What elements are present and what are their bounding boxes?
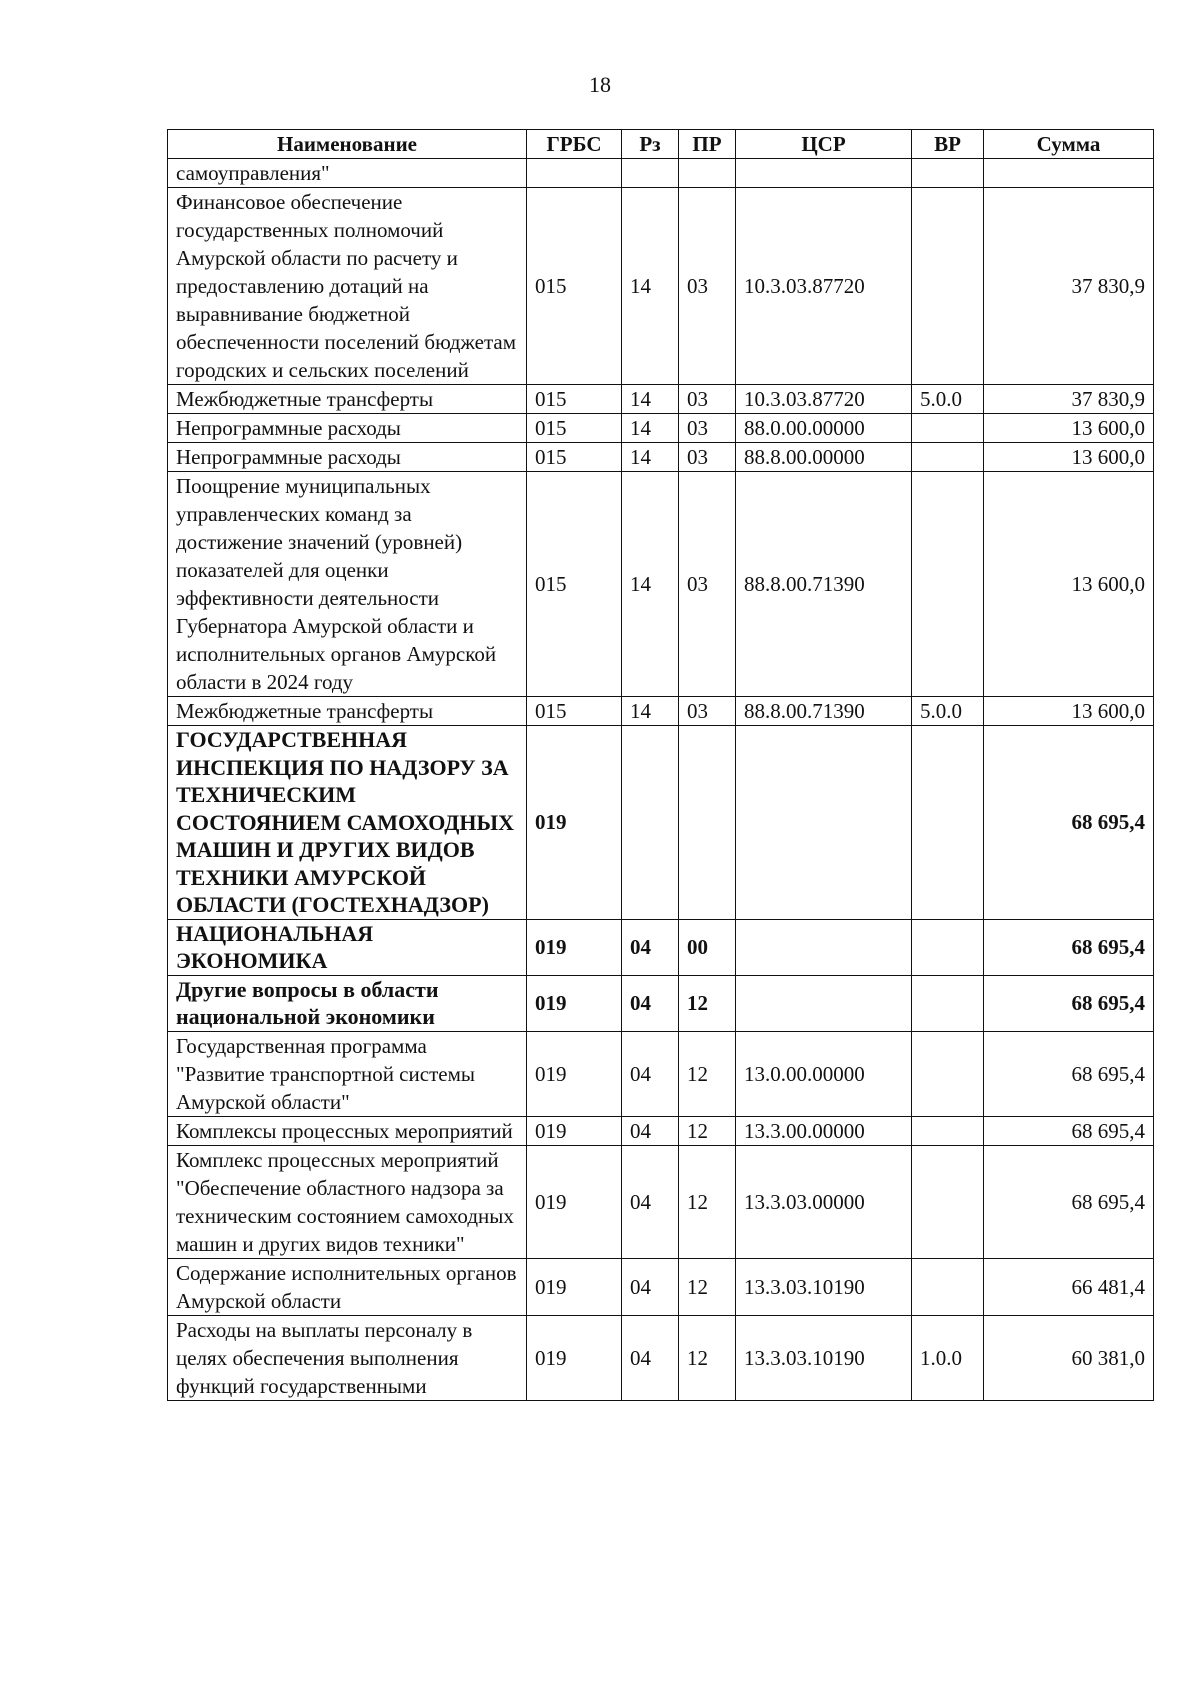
row-pr: 12	[679, 1116, 736, 1145]
header-grbs: ГРБС	[527, 130, 622, 159]
row-name: НАЦИОНАЛЬНАЯ ЭКОНОМИКА	[168, 919, 527, 975]
row-rz: 04	[622, 1258, 679, 1315]
row-csr: 88.8.00.71390	[736, 697, 912, 726]
row-rz: 04	[622, 1145, 679, 1258]
row-grbs: 019	[527, 1116, 622, 1145]
row-sum: 13 600,0	[984, 697, 1154, 726]
row-grbs: 015	[527, 697, 622, 726]
row-csr	[736, 726, 912, 920]
row-vr	[912, 1145, 984, 1258]
page-number: 18	[589, 72, 611, 97]
row-pr: 03	[679, 472, 736, 697]
row-grbs: 019	[527, 726, 622, 920]
row-name: Финансовое обеспечение государственных полномочий Амурской области по расчету и предоставлению дотаций на выравнивание бюджетной обеспеченности поселений бюджетам городских и сельских поселений	[168, 188, 527, 385]
table-row	[168, 1145, 1154, 1258]
table-row	[168, 188, 1154, 385]
row-vr	[912, 159, 984, 188]
header-sum: Сумма	[984, 130, 1154, 159]
row-vr	[912, 472, 984, 697]
row-sum: 13 600,0	[984, 443, 1154, 472]
table-row	[168, 385, 1154, 414]
row-grbs: 015	[527, 385, 622, 414]
row-vr	[912, 188, 984, 385]
row-name: Межбюджетные трансферты	[168, 385, 527, 414]
row-grbs: 019	[527, 1031, 622, 1116]
row-rz: 14	[622, 697, 679, 726]
row-name: Комплекс процессных мероприятий "Обеспечение областного надзора за техническим состоянием самоходных машин и других видов техники"	[168, 1145, 527, 1258]
table-row	[168, 472, 1154, 697]
table-row	[168, 1116, 1154, 1145]
table-row	[168, 414, 1154, 443]
row-pr	[679, 159, 736, 188]
table-row	[168, 1315, 1154, 1400]
row-vr	[912, 726, 984, 920]
row-name: Комплексы процессных мероприятий	[168, 1116, 527, 1145]
row-sum: 13 600,0	[984, 414, 1154, 443]
row-csr: 10.3.03.87720	[736, 385, 912, 414]
header-rz: Рз	[622, 130, 679, 159]
row-csr: 88.0.00.00000	[736, 414, 912, 443]
row-rz: 14	[622, 443, 679, 472]
row-sum: 37 830,9	[984, 385, 1154, 414]
table-row	[168, 1258, 1154, 1315]
row-csr: 13.3.00.00000	[736, 1116, 912, 1145]
row-name: Содержание исполнительных органов Амурской области	[168, 1258, 527, 1315]
row-sum: 68 695,4	[984, 726, 1154, 920]
row-name: Расходы на выплаты персоналу в целях обеспечения выполнения функций государственными	[168, 1315, 527, 1400]
row-rz: 04	[622, 1315, 679, 1400]
row-sum: 66 481,4	[984, 1258, 1154, 1315]
row-csr	[736, 975, 912, 1031]
row-pr: 03	[679, 188, 736, 385]
row-name: Непрограммные расходы	[168, 443, 527, 472]
row-rz: 14	[622, 188, 679, 385]
row-rz: 04	[622, 919, 679, 975]
budget-table	[167, 129, 1154, 1401]
row-name: Непрограммные расходы	[168, 414, 527, 443]
table-row	[168, 697, 1154, 726]
row-rz	[622, 726, 679, 920]
row-pr: 12	[679, 1315, 736, 1400]
row-vr: 1.0.0	[912, 1315, 984, 1400]
header-csr: ЦСР	[736, 130, 912, 159]
table-row	[168, 975, 1154, 1031]
row-rz: 14	[622, 414, 679, 443]
row-csr: 88.8.00.71390	[736, 472, 912, 697]
row-pr: 03	[679, 697, 736, 726]
row-vr: 5.0.0	[912, 385, 984, 414]
row-csr	[736, 919, 912, 975]
row-pr: 03	[679, 385, 736, 414]
row-sum: 68 695,4	[984, 1031, 1154, 1116]
row-rz: 14	[622, 472, 679, 697]
row-csr: 10.3.03.87720	[736, 188, 912, 385]
row-pr: 00	[679, 919, 736, 975]
row-pr: 12	[679, 975, 736, 1031]
row-csr	[736, 159, 912, 188]
row-name: Поощрение муниципальных управленческих команд за достижение значений (уровней) показателей для оценки эффективности деятельности Губернатора Амурской области и исполнительных органов Амурской области в 2024 году	[168, 472, 527, 697]
header-pr: ПР	[679, 130, 736, 159]
row-name: Межбюджетные трансферты	[168, 697, 527, 726]
row-grbs: 019	[527, 1258, 622, 1315]
row-grbs: 015	[527, 443, 622, 472]
row-vr	[912, 1116, 984, 1145]
row-sum: 68 695,4	[984, 919, 1154, 975]
table-row	[168, 443, 1154, 472]
row-pr: 03	[679, 414, 736, 443]
table-row	[168, 726, 1154, 920]
row-sum	[984, 159, 1154, 188]
row-sum: 60 381,0	[984, 1315, 1154, 1400]
row-pr	[679, 726, 736, 920]
row-pr: 03	[679, 443, 736, 472]
table-row	[168, 159, 1154, 188]
row-name: самоуправления"	[168, 159, 527, 188]
row-csr: 13.3.03.10190	[736, 1315, 912, 1400]
row-sum: 37 830,9	[984, 188, 1154, 385]
row-vr	[912, 443, 984, 472]
row-pr: 12	[679, 1145, 736, 1258]
row-vr	[912, 414, 984, 443]
row-csr: 13.0.00.00000	[736, 1031, 912, 1116]
table-row	[168, 1031, 1154, 1116]
row-csr: 13.3.03.00000	[736, 1145, 912, 1258]
table-row	[168, 919, 1154, 975]
row-sum: 68 695,4	[984, 1145, 1154, 1258]
row-grbs	[527, 159, 622, 188]
row-pr: 12	[679, 1031, 736, 1116]
header-name: Наименование	[168, 130, 527, 159]
row-vr: 5.0.0	[912, 697, 984, 726]
row-vr	[912, 919, 984, 975]
row-sum: 13 600,0	[984, 472, 1154, 697]
row-rz: 04	[622, 1031, 679, 1116]
row-csr: 88.8.00.00000	[736, 443, 912, 472]
row-rz	[622, 159, 679, 188]
row-name: Государственная программа "Развитие транспортной системы Амурской области"	[168, 1031, 527, 1116]
row-vr	[912, 1258, 984, 1315]
row-name: ГОСУДАРСТВЕННАЯ ИНСПЕКЦИЯ ПО НАДЗОРУ ЗА ТЕХНИЧЕСКИМ СОСТОЯНИЕМ САМОХОДНЫХ МАШИН И ДРУГИХ ВИДОВ ТЕХНИКИ АМУРСКОЙ ОБЛАСТИ (ГОСТЕХНАДЗОР)	[168, 726, 527, 920]
row-grbs: 019	[527, 919, 622, 975]
row-grbs: 019	[527, 1315, 622, 1400]
row-rz: 04	[622, 1116, 679, 1145]
row-sum: 68 695,4	[984, 1116, 1154, 1145]
row-sum: 68 695,4	[984, 975, 1154, 1031]
row-grbs: 019	[527, 975, 622, 1031]
table-header-row	[168, 130, 1154, 159]
header-vr: ВР	[912, 130, 984, 159]
row-grbs: 015	[527, 188, 622, 385]
row-rz: 14	[622, 385, 679, 414]
row-grbs: 019	[527, 1145, 622, 1258]
row-vr	[912, 975, 984, 1031]
row-name: Другие вопросы в области национальной экономики	[168, 975, 527, 1031]
row-pr: 12	[679, 1258, 736, 1315]
row-rz: 04	[622, 975, 679, 1031]
row-vr	[912, 1031, 984, 1116]
row-csr: 13.3.03.10190	[736, 1258, 912, 1315]
row-grbs: 015	[527, 472, 622, 697]
row-grbs: 015	[527, 414, 622, 443]
